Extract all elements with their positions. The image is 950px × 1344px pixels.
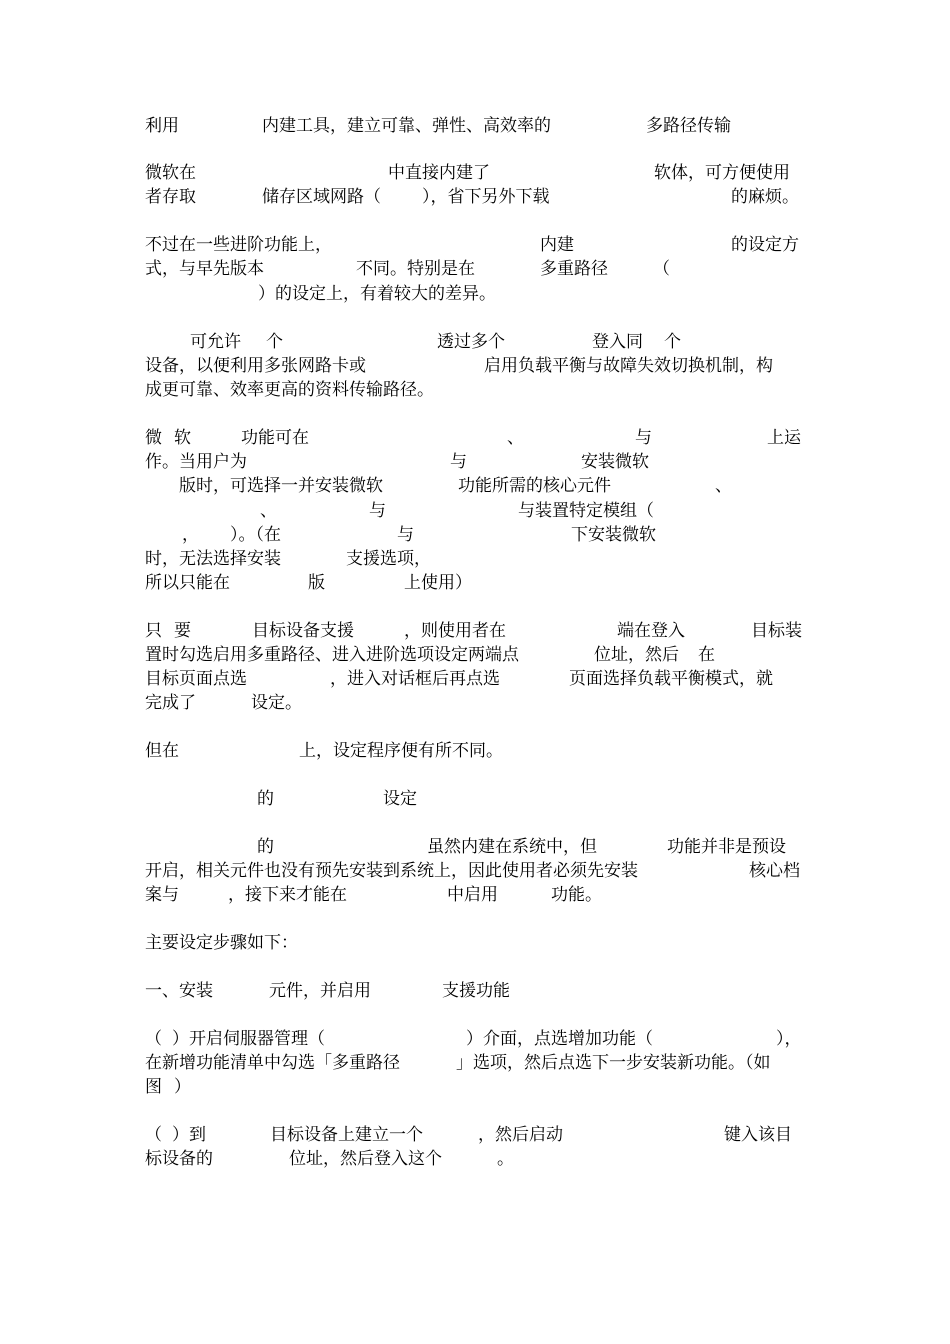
text-segment: 下安装微软: [571, 525, 656, 545]
text-segment: 所以只能在: [145, 573, 230, 593]
text-segment: ，然后启动: [478, 1125, 563, 1145]
text-segment: 上运: [767, 428, 801, 448]
text-segment: 设定: [383, 789, 417, 809]
text-segment: 置时勾选启用多重路径、进入进阶选项设定两端点: [145, 645, 519, 665]
text-segment: ，进入对话框后再点选: [330, 669, 500, 689]
text-segment: 主要设定步骤如下：: [145, 933, 298, 953]
text-segment: 案与: [145, 885, 179, 905]
text-segment: 在新增功能清单中勾选「多重路径: [145, 1053, 400, 1073]
text-segment: 核心档: [749, 861, 800, 881]
text-segment: 登入同: [592, 332, 643, 352]
text-segment: 中启用: [447, 885, 498, 905]
text-segment: 储存区域网路（: [262, 187, 381, 207]
text-segment: 」选项，然后点选下一步安装新功能。（如: [456, 1053, 771, 1073]
text-segment: 上，设定程序便有所不同。: [299, 741, 503, 761]
text-segment: 与: [635, 428, 652, 448]
text-segment: 的麻烦。: [731, 187, 799, 207]
text-segment: 虽然内建在系统中，但: [427, 837, 597, 857]
text-segment: 的设定方: [731, 235, 799, 255]
text-segment: 成更可靠、效率更高的资料传输路径。: [145, 380, 434, 400]
text-segment: 微: [145, 428, 162, 448]
text-segment: 页面选择负载平衡模式，就: [569, 669, 773, 689]
text-segment: 一、安装: [145, 981, 213, 1001]
text-segment: ）: [174, 1077, 191, 1097]
text-segment: 作。当用户为: [145, 452, 247, 472]
text-segment: 功能并非是预设: [667, 837, 786, 857]
text-segment: ）到: [172, 1125, 206, 1145]
text-segment: 的: [257, 837, 274, 857]
text-segment: 但在: [145, 741, 179, 761]
text-segment: 个: [266, 332, 283, 352]
text-segment: 键入该目: [724, 1125, 792, 1145]
text-segment: 目标装: [751, 621, 802, 641]
text-segment: 版时，可选择一并安装微软: [179, 476, 383, 496]
text-segment: ）开启伺服器管理（: [172, 1029, 325, 1049]
text-segment: 、: [715, 476, 732, 496]
text-segment: 启用负载平衡与故障失效切换机制，构: [484, 356, 773, 376]
text-segment: ）介面，点选增加功能（: [466, 1029, 653, 1049]
text-segment: 可允许: [190, 332, 241, 352]
text-segment: ）的设定上，有着较大的差异。: [258, 284, 496, 304]
text-segment: 支援选项，: [346, 549, 431, 569]
text-segment: （: [145, 1125, 162, 1145]
text-segment: 与: [450, 452, 467, 472]
text-segment: 个: [664, 332, 681, 352]
text-segment: ），省下另外下载: [422, 187, 550, 207]
text-segment: 中直接内建了: [388, 163, 490, 183]
text-segment: 多路径传输: [646, 116, 731, 136]
text-segment: （: [145, 1029, 162, 1049]
text-segment: 开启，相关元件也没有预先安装到系统上，因此使用者必须先安装: [145, 861, 638, 881]
text-segment: （: [653, 259, 670, 279]
text-segment: 式，与早先版本: [145, 259, 264, 279]
text-segment: 功能。: [551, 885, 602, 905]
text-segment: 上使用）: [404, 573, 472, 593]
text-segment: 软体，可方便使用: [654, 163, 790, 183]
text-segment: 要: [174, 621, 191, 641]
text-segment: 图: [145, 1077, 162, 1097]
text-segment: 端在登入: [617, 621, 685, 641]
text-segment: 与装置特定模组（: [518, 501, 654, 521]
text-segment: 利用: [145, 116, 179, 136]
text-segment: 设定。: [251, 693, 302, 713]
text-segment: 在: [698, 645, 715, 665]
text-segment: 、: [260, 501, 277, 521]
text-segment: 元件，并启用: [269, 981, 371, 1001]
text-segment: 软: [174, 428, 191, 448]
text-segment: 不同。特别是在: [356, 259, 475, 279]
text-segment: 支援功能: [442, 981, 510, 1001]
text-segment: 只: [145, 621, 162, 641]
text-segment: 设备，以便利用多张网路卡或: [145, 356, 366, 376]
text-segment: 功能所需的核心元件: [458, 476, 611, 496]
text-segment: 。: [497, 1149, 514, 1169]
text-segment: 位址，然后: [594, 645, 679, 665]
text-segment: 目标设备上建立一个: [270, 1125, 423, 1145]
text-segment: 完成了: [145, 693, 196, 713]
text-segment: 内建: [540, 235, 574, 255]
text-segment: 时，无法选择安装: [145, 549, 281, 569]
text-segment: 位址，然后登入这个: [289, 1149, 442, 1169]
text-segment: 功能可在: [241, 428, 309, 448]
text-segment: 标设备的: [145, 1149, 213, 1169]
text-segment: 透过多个: [437, 332, 505, 352]
text-segment: 安装微软: [581, 452, 649, 472]
text-segment: 多重路径: [540, 259, 608, 279]
text-segment: ），: [776, 1029, 802, 1049]
text-segment: ，接下来才能在: [228, 885, 347, 905]
text-segment: ，: [182, 525, 199, 545]
text-segment: 与: [397, 525, 414, 545]
text-segment: 目标页面点选: [145, 669, 247, 689]
text-segment: 内建工具，建立可靠、弹性、高效率的: [262, 116, 551, 136]
text-segment: ，则使用者在: [404, 621, 506, 641]
text-segment: 、: [507, 428, 524, 448]
text-segment: 不过在一些进阶功能上，: [145, 235, 332, 255]
text-segment: 者存取: [145, 187, 196, 207]
text-segment: 微软在: [145, 163, 196, 183]
text-segment: 的: [257, 789, 274, 809]
text-segment: 与: [369, 501, 386, 521]
text-segment: 目标设备支援: [252, 621, 354, 641]
text-segment: ）。（在: [230, 525, 281, 545]
text-segment: 版: [308, 573, 325, 593]
